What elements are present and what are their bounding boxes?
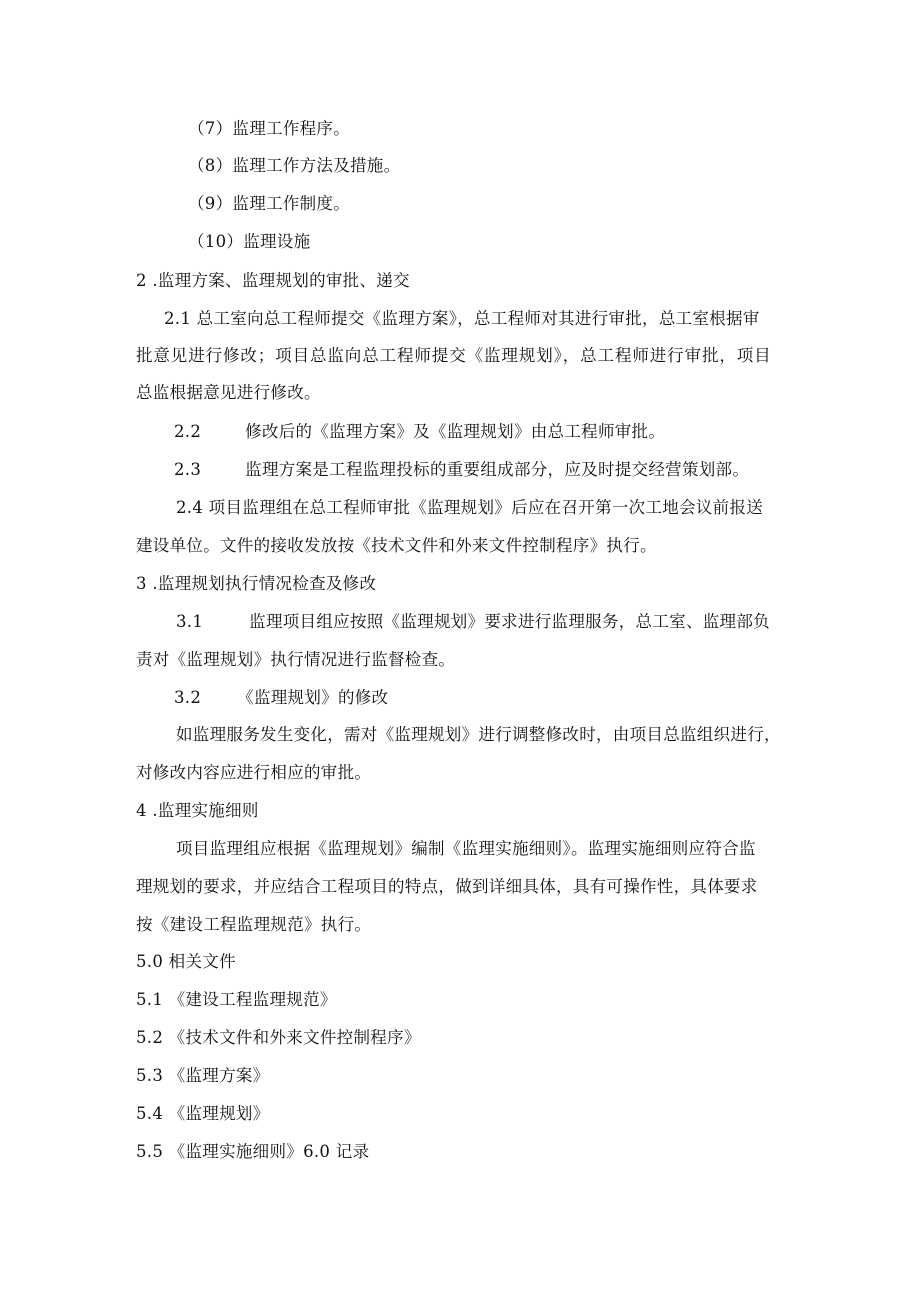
list-item-9: （9）监理工作制度。: [188, 194, 350, 213]
paragraph-3-2-number: 3.2: [174, 688, 202, 707]
list-item-8: （8）监理工作方法及措施。: [188, 156, 401, 175]
paragraph-2-1-line-1: 2.1 总工室向总工程师提交《监理方案》，总工程师对其进行审批，总工室根据审: [164, 309, 760, 328]
paragraph-2-2-text: 修改后的《监理方案》及《监理规划》由总工程师审批。: [245, 422, 666, 441]
section-4-body-line-2: 理规划的要求，并应结合工程项目的特点，做到详细具体，具有可操作性，具体要求: [136, 877, 758, 896]
section-4-heading: 4 .监理实施细则: [136, 801, 259, 820]
paragraph-3-1-line-1: [176, 611, 770, 633]
related-doc-5-4: 5.4 《监理规划》: [136, 1104, 270, 1123]
related-doc-5-1: 5.1 《建设工程监理规范》: [136, 990, 337, 1009]
paragraph-3-1-number: 3.1: [176, 612, 204, 631]
section-5-heading: 5.0 相关文件: [136, 952, 236, 971]
paragraph-2-4-line-2: 建设单位。文件的接收发放按《技术文件和外来文件控制程序》执行。: [136, 536, 657, 555]
paragraph-2-2: [174, 421, 665, 443]
related-doc-5-5: 5.5 《监理实施细则》6.0 记录: [136, 1142, 370, 1161]
paragraph-3-2-body-line-1: 如监理服务发生变化，需对《监理规划》进行调整修改时，由项目总监组织进行，: [176, 725, 781, 744]
paragraph-3-1-line-2: 责对《监理规划》执行情况进行监督检查。: [136, 650, 456, 669]
section-2-heading: 2 .监理方案、监理规划的审批、递交: [136, 271, 410, 290]
paragraph-2-3-text: 监理方案是工程监理投标的重要组成部分，应及时提交经营策划部。: [245, 460, 750, 479]
paragraph-2-4-line-1: 2.4 项目监理组在总工程师审批《监理规划》后应在召开第一次工地会议前报送: [176, 498, 764, 517]
section-4-body-line-1: 项目监理组应根据《监理规划》编制《监理实施细则》。监理实施细则应符合监: [176, 839, 756, 858]
paragraph-2-3: [174, 459, 749, 481]
list-item-10: （10）监理设施: [188, 232, 311, 251]
paragraph-3-2-title: [174, 687, 388, 709]
related-doc-5-2: 5.2 《技术文件和外来文件控制程序》: [136, 1028, 421, 1047]
paragraph-2-3-number: 2.3: [174, 460, 202, 479]
section-4-body-line-3: 按《建设工程监理规范》执行。: [136, 915, 372, 934]
paragraph-2-1-line-2: 批意见进行修改；项目总监向总工程师提交《监理规划》，总工程师进行审批，项目: [136, 346, 772, 365]
paragraph-3-2-body-line-2: 对修改内容应进行相应的审批。: [136, 763, 372, 782]
paragraph-2-1-line-3: 总监根据意见进行修改。: [136, 383, 321, 402]
related-doc-5-3: 5.3 《监理方案》: [136, 1066, 270, 1085]
section-3-heading: 3 .监理规划执行情况检查及修改: [136, 574, 377, 593]
paragraph-3-2-text: 《监理规划》的修改: [237, 688, 389, 707]
paragraph-2-2-number: 2.2: [174, 422, 202, 441]
list-item-7: （7）监理工作程序。: [188, 119, 350, 138]
paragraph-3-1-text: 监理项目组应按照《监理规划》要求进行监理服务，总工室、监理部负: [249, 612, 770, 631]
